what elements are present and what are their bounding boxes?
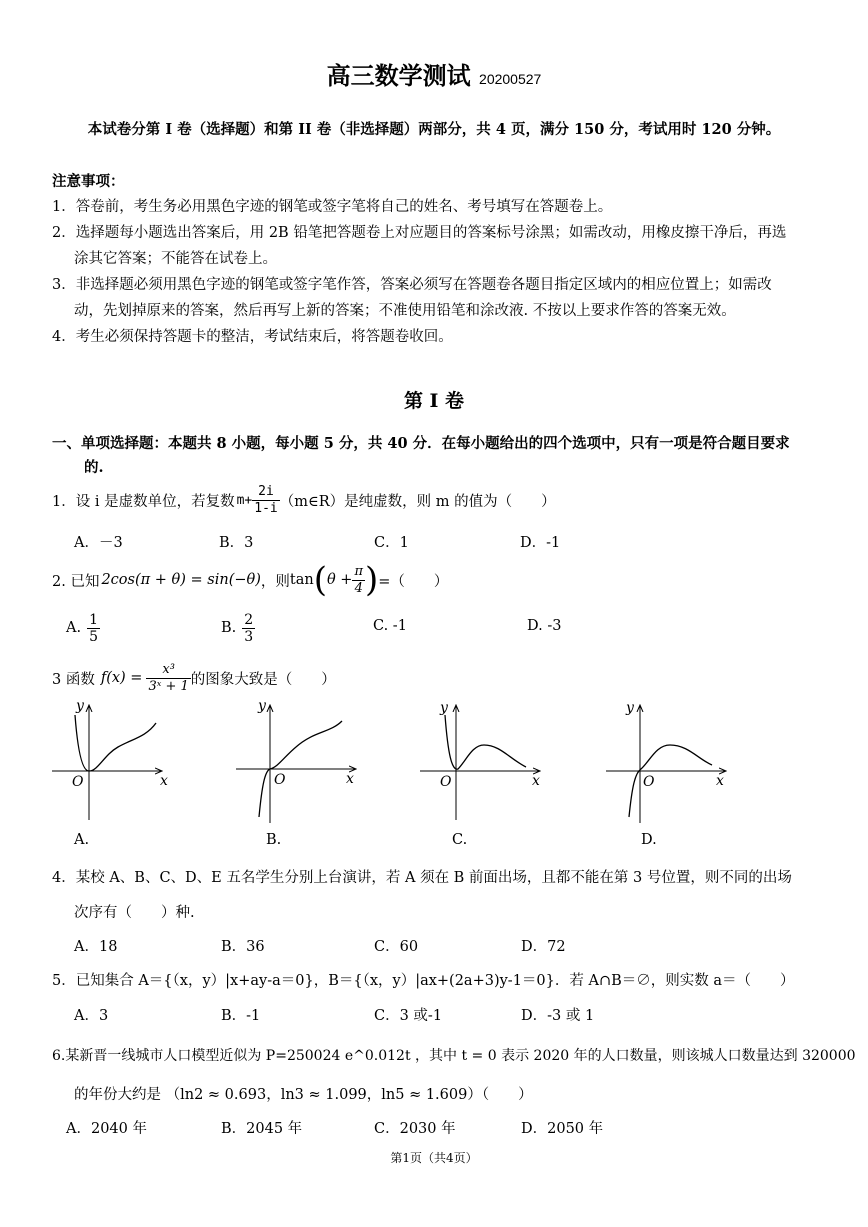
q3-fraction bbox=[146, 662, 190, 695]
q2-tan: tan bbox=[289, 572, 314, 588]
q1-fraction-denominator: 1-i bbox=[254, 500, 278, 516]
graph-a-x-label: x bbox=[160, 773, 168, 789]
graph-b-y-label: y bbox=[258, 698, 266, 714]
graph-a-y-label: y bbox=[76, 698, 84, 714]
graph-c-curve bbox=[445, 715, 526, 769]
graph-a[interactable] bbox=[52, 698, 168, 820]
q2-four: 4 bbox=[354, 580, 363, 596]
q5-option-a[interactable]: A．3 bbox=[74, 1008, 109, 1024]
q2-option-a-label: A. bbox=[66, 620, 82, 636]
part-title: 第 I 卷 bbox=[403, 390, 465, 412]
q1-option-d[interactable]: D．-1 bbox=[520, 535, 561, 551]
q2-option-b-num: 2 bbox=[244, 611, 254, 628]
q2-stem-post: =（ ） bbox=[378, 573, 449, 590]
exam-title: 高三数学测试 bbox=[326, 61, 471, 90]
q2-option-a-num: 1 bbox=[89, 611, 99, 628]
q2-option-d[interactable]: D. -3 bbox=[527, 618, 562, 634]
q3-graphs bbox=[0, 695, 868, 825]
q4-option-d[interactable]: D．72 bbox=[521, 939, 566, 955]
graph-b-x-label: x bbox=[346, 771, 354, 787]
q2-option-b[interactable] bbox=[221, 606, 255, 650]
question-3 bbox=[52, 656, 336, 700]
q1-fraction-numerator: 2i bbox=[252, 484, 279, 501]
q2-equation: 2cos(π + θ) = sin(−θ) bbox=[101, 572, 261, 588]
q2-left-paren: ( bbox=[313, 560, 327, 600]
q2-stem-pre: 2. 已知 bbox=[52, 573, 100, 590]
question-4-cont: 次序有（ ）种. bbox=[74, 905, 195, 921]
q3-option-a[interactable]: A. bbox=[74, 832, 90, 848]
exam-intro: 本试卷分第 I 卷（选择题）和第 II 卷（非选择题）两部分，共 4 页，满分 150 分，考试用时 120 分钟。 bbox=[87, 121, 781, 138]
q2-inner: θ + bbox=[326, 572, 353, 588]
question-2 bbox=[52, 558, 448, 602]
graph-c-origin: O bbox=[440, 774, 452, 790]
q3-fx: f(x) = bbox=[100, 670, 143, 686]
graph-d-curve bbox=[629, 745, 712, 817]
q4-option-a[interactable]: A．18 bbox=[74, 939, 118, 955]
page-title bbox=[0, 56, 868, 91]
note-item: 2．选择题每小题选出答案后，用 2B 铅笔把答题卷上对应题目的答案标号涂黑；如需改动，用橡皮擦干净后，再选 bbox=[52, 225, 787, 241]
graph-d[interactable] bbox=[606, 700, 726, 823]
q2-option-b-label: B. bbox=[221, 620, 237, 636]
q5-option-b[interactable]: B．-1 bbox=[221, 1008, 261, 1024]
q2-option-a-fraction bbox=[87, 612, 100, 645]
graph-c[interactable] bbox=[420, 700, 540, 820]
graph-d-x-label: x bbox=[716, 773, 724, 789]
graph-a-curve bbox=[75, 715, 156, 771]
q1-option-c[interactable]: C．1 bbox=[374, 535, 409, 551]
question-6-cont: 的年份大约是 （ln2 ≈ 0.693，ln3 ≈ 1.099，ln5 ≈ 1.609）（ ） bbox=[74, 1087, 533, 1103]
q5-option-c[interactable]: C．3 或-1 bbox=[374, 1008, 443, 1024]
q2-pi: π bbox=[354, 563, 364, 579]
q6-option-b[interactable]: B．2045 年 bbox=[221, 1121, 303, 1137]
q2-stem-mid: ，则 bbox=[260, 573, 290, 590]
q3-numerator: x³ bbox=[146, 662, 190, 679]
q2-option-b-fraction bbox=[242, 612, 255, 645]
q4-option-c[interactable]: C．60 bbox=[374, 939, 419, 955]
note-item: 4．考生必须保持答题卡的整洁，考试结束后，将答题卷收回。 bbox=[52, 329, 453, 345]
q3-option-d[interactable]: D. bbox=[641, 832, 657, 848]
q1-m: m+ bbox=[236, 492, 253, 508]
q3-stem-post: 的图象大致是（ ） bbox=[190, 671, 336, 688]
section-heading-cont: 的. bbox=[84, 459, 104, 476]
question-6: 6.某新晋一线城市人口模型近似为 P=250024 e^0.012t ，其中 t = 0 表示 2020 年的人口数量，则该城人口数量达到 320000 bbox=[52, 1048, 856, 1064]
note-item: 1．答卷前，考生务必用黑色字迹的钢笔或签字笔将自己的姓名、考号填写在答题卷上。 bbox=[52, 199, 613, 215]
q3-denominator: 3ˣ + 1 bbox=[148, 678, 189, 694]
notes-heading: 注意事项： bbox=[52, 173, 125, 190]
exam-date: 20200527 bbox=[479, 71, 542, 87]
q6-option-c[interactable]: C．2030 年 bbox=[374, 1121, 456, 1137]
question-5: 5．已知集合 A＝{（x，y）|x+ay-a＝0}，B＝{（x，y）|ax+(2a+3)y-1＝0}．若 A∩B＝∅，则实数 a＝（ ） bbox=[52, 973, 795, 989]
q1-stem-post: （m∈R）是纯虚数，则 m 的值为（ ） bbox=[279, 493, 556, 510]
q1-option-a[interactable]: A．－3 bbox=[74, 535, 123, 551]
q3-option-c[interactable]: C. bbox=[452, 832, 468, 848]
q4-option-b[interactable]: B．36 bbox=[221, 939, 265, 955]
q1-stem-pre: 1．设 i 是虚数单位，若复数 bbox=[52, 493, 235, 510]
graph-c-y-label: y bbox=[440, 700, 448, 716]
q5-option-d[interactable]: D．-3 或 1 bbox=[521, 1008, 595, 1024]
q3-option-b[interactable]: B. bbox=[266, 832, 282, 848]
q2-option-a-den: 5 bbox=[89, 628, 99, 645]
section-heading: 一、单项选择题：本题共 8 小题，每小题 5 分，共 40 分．在每小题给出的四个选项中，只有一项是符合题目要求 bbox=[52, 435, 790, 452]
note-item: 3．非选择题必须用黑色字迹的钢笔或签字笔作答，答案必须写在答题卷各题目指定区域内的相应位置上；如需改 bbox=[52, 277, 772, 293]
graph-b[interactable] bbox=[236, 698, 356, 823]
q1-option-b[interactable]: B．3 bbox=[219, 535, 254, 551]
q3-stem-pre: 3 函数 bbox=[52, 671, 95, 688]
q6-option-a[interactable]: A．2040 年 bbox=[66, 1121, 147, 1137]
q2-right-paren: ) bbox=[365, 560, 379, 600]
q2-pi-over-4 bbox=[352, 564, 365, 597]
graph-d-y-label: y bbox=[626, 700, 634, 716]
q2-option-a[interactable] bbox=[66, 606, 100, 650]
question-4: 4．某校 A、B、C、D、E 五名学生分别上台演讲，若 A 须在 B 前面出场，且都不能在第 3 号位置，则不同的出场 bbox=[52, 870, 792, 886]
q2-option-c[interactable]: C. -1 bbox=[373, 618, 407, 634]
graph-d-origin: O bbox=[643, 774, 655, 790]
note-item: 涂其它答案；不能答在试卷上。 bbox=[74, 251, 277, 267]
graph-b-origin: O bbox=[274, 772, 286, 788]
graph-a-origin: O bbox=[72, 774, 84, 790]
q1-fraction bbox=[252, 484, 279, 517]
question-1 bbox=[52, 480, 556, 520]
note-item: 动，先划掉原来的答案，然后再写上新的答案；不准使用铅笔和涂改液. 不按以上要求作答的答案无效。 bbox=[74, 303, 736, 319]
page-footer: 第1页（共4页） bbox=[390, 1151, 478, 1165]
q6-option-d[interactable]: D．2050 年 bbox=[521, 1121, 604, 1137]
q2-option-b-den: 3 bbox=[244, 628, 254, 645]
graph-c-x-label: x bbox=[532, 773, 540, 789]
